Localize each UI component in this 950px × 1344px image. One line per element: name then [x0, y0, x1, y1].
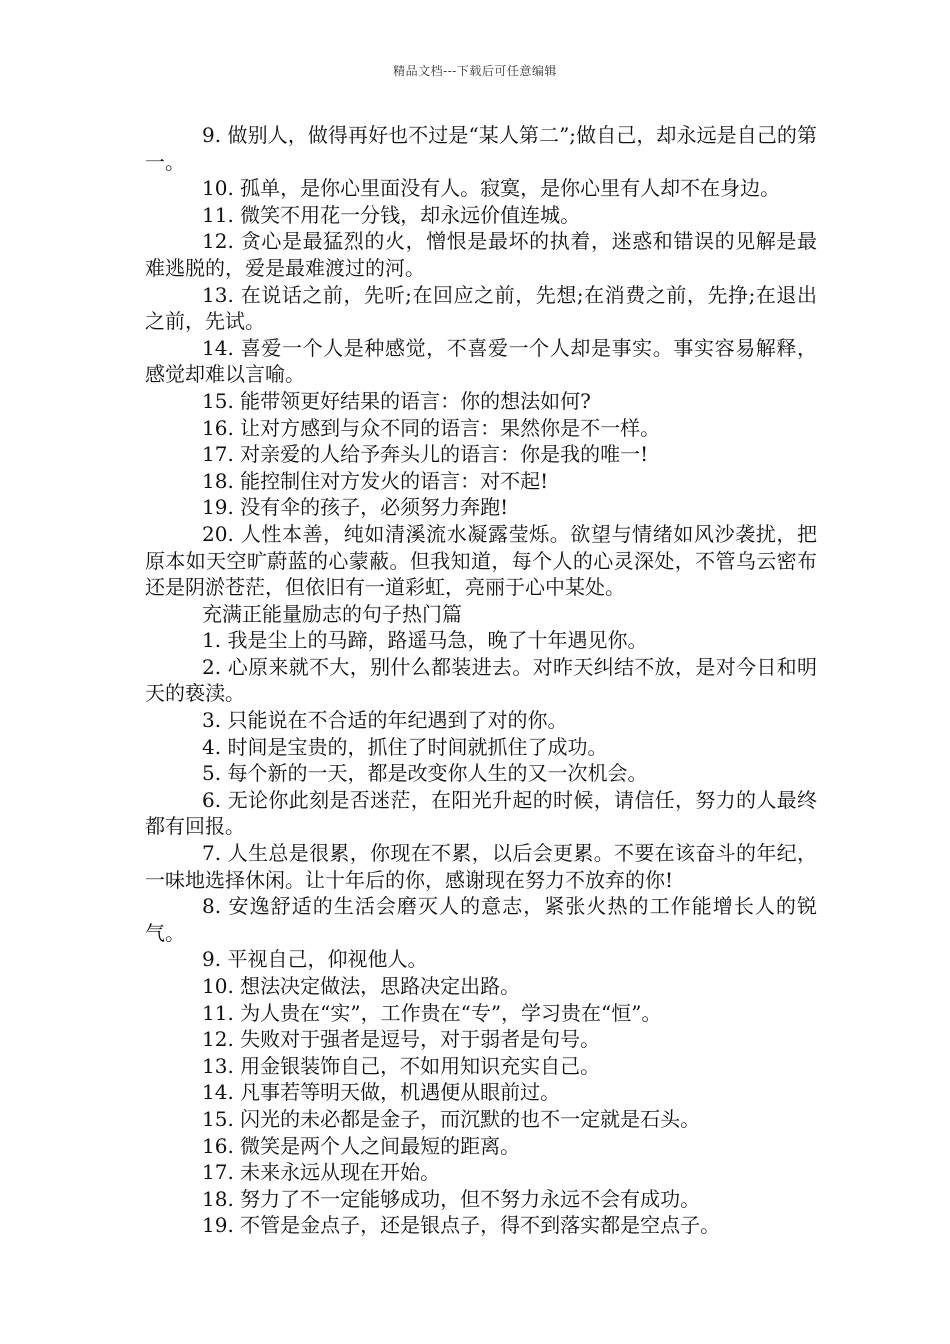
paragraph: 8. 安逸舒适的生活会磨灭人的意志，紧张火热的工作能增长人的锐气。	[145, 894, 817, 945]
paragraph: 6. 无论你此刻是否迷茫，在阳光升起的时候，请信任，努力的人最终都有回报。	[145, 787, 817, 839]
paragraph: 4. 时间是宝贵的，抓住了时间就抓住了成功。	[202, 734, 608, 759]
paragraph: 16. 微笑是两个人之间最短的距离。	[202, 1133, 521, 1158]
paragraph: 17. 对亲爱的人给予奔头儿的语言：你是我的唯一!	[202, 442, 649, 467]
paragraph: 9. 平视自己，仰视他人。	[202, 947, 428, 972]
document-body	[145, 122, 817, 1239]
paragraph: 14. 凡事若等明天做，机遇便从眼前过。	[202, 1080, 561, 1105]
paragraph: 20. 人性本善，纯如清溪流水凝露莹烁。欲望与情绪如风沙袭扰，把原本如天空旷蔚蓝的心蒙蔽。但我知道，每个人的心灵深处，不管乌云密布还是阴淤苍茫，但依旧有一道彩虹，亮丽于心中某处。	[145, 521, 817, 600]
paragraph: 17. 未来永远从现在开始。	[202, 1160, 441, 1185]
section-heading: 充满正能量励志的句子热门篇	[202, 601, 462, 626]
page-header: 精品文档---下载后可任意编辑	[393, 64, 557, 78]
paragraph: 11. 微笑不用花一分钱，却永远价值连城。	[202, 202, 581, 227]
paragraph: 13. 在说话之前，先听;在回应之前，先想;在消费之前，先挣;在退出之前，先试。	[145, 282, 817, 334]
paragraph: 18. 努力了不一定能够成功，但不努力永远不会有成功。	[202, 1186, 701, 1211]
paragraph: 13. 用金银装饰自己，不如用知识充实自己。	[202, 1053, 601, 1078]
paragraph: 15. 闪光的未必都是金子，而沉默的也不一定就是石头。	[202, 1106, 701, 1131]
paragraph: 1. 我是尘上的马蹄，路遥马急，晚了十年遇见你。	[202, 628, 648, 653]
paragraph: 2. 心原来就不大，别什么都装进去。对昨天纠结不放，是对今日和明天的亵渎。	[145, 654, 817, 706]
paragraph: 18. 能控制住对方发火的语言：对不起!	[202, 468, 549, 493]
paragraph: 19. 不管是金点子，还是银点子，得不到落实都是空点子。	[202, 1213, 721, 1238]
paragraph: 19. 没有伞的孩子，必须努力奔跑!	[202, 495, 509, 520]
paragraph: 7. 人生总是很累，你现在不累，以后会更累。不要在该奋斗的年纪，一味地选择休闲。让十年后的你，感谢现在努力不放弃的你!	[145, 841, 817, 892]
paragraph: 10. 孤单，是你心里面没有人。寂寞，是你心里有人却不在身边。	[202, 176, 781, 201]
paragraph: 12. 失败对于强者是逗号，对于弱者是句号。	[202, 1027, 601, 1052]
paragraph: 9. 做别人，做得再好也不过是“某人第二”;做自己，却永远是自己的第一。	[145, 123, 817, 174]
paragraph: 14. 喜爱一个人是种感觉，不喜爱一个人却是事实。事实容易解释，感觉却难以言喻。	[145, 335, 817, 387]
paragraph: 16. 让对方感到与众不同的语言：果然你是不一样。	[202, 415, 661, 440]
paragraph: 5. 每个新的一天，都是改变你人生的又一次机会。	[202, 761, 648, 786]
paragraph: 3. 只能说在不合适的年纪遇到了对的你。	[202, 708, 568, 733]
paragraph: 15. 能带领更好结果的语言：你的想法如何?	[202, 388, 591, 413]
paragraph: 12. 贪心是最猛烈的火，憎恨是最坏的执着，迷惑和错误的见解是最难逃脱的，爱是最难渡过的河。	[145, 229, 817, 280]
paragraph: 11. 为人贵在“实”，工作贵在“专”，学习贵在“恒”。	[202, 1000, 662, 1025]
paragraph: 10. 想法决定做法，思路决定出路。	[202, 974, 521, 998]
